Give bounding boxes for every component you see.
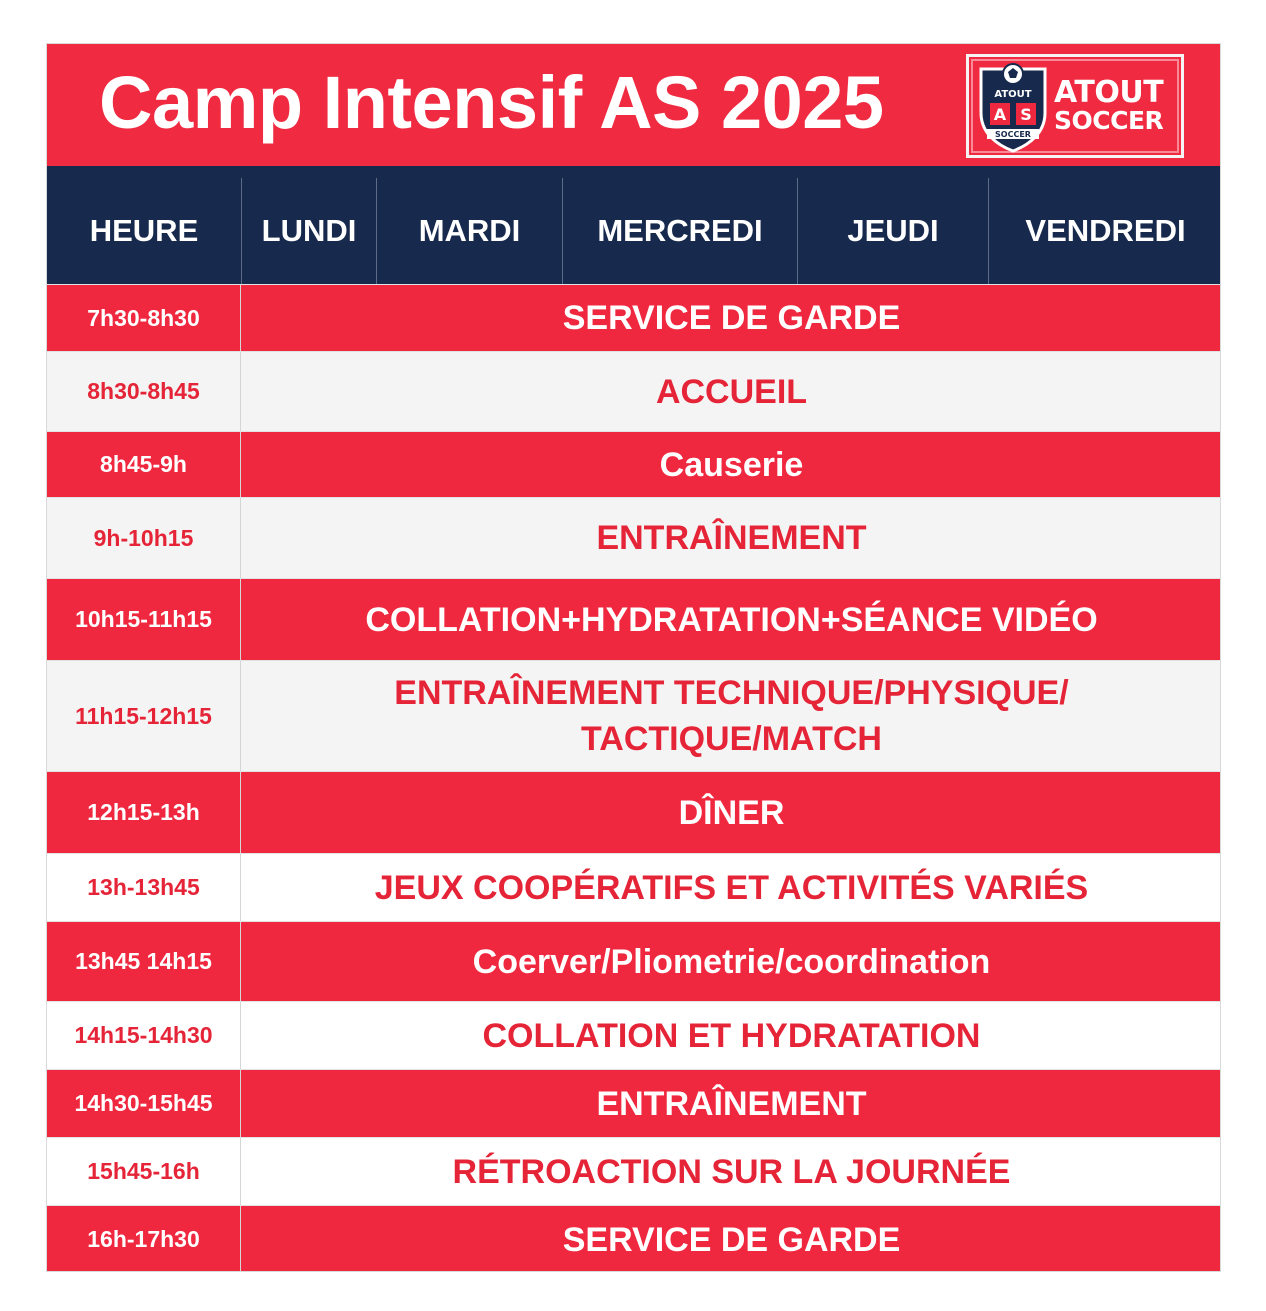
column-header-row	[47, 166, 1221, 284]
activity-cell: Coerver/Pliometrie/coordination	[472, 942, 991, 981]
time-cell: 8h45-9h	[47, 432, 241, 497]
time-cell: 14h15-14h30	[47, 1002, 241, 1069]
schedule-row	[47, 497, 1221, 578]
activity-cell: SERVICE DE GARDE	[562, 299, 901, 337]
activity-cell: ENTRAÎNEMENT TECHNIQUE/PHYSIQUE/ TACTIQUE/MATCH	[394, 674, 1069, 758]
activity-cell: DÎNER	[678, 793, 785, 832]
activity-cell: RÉTROACTION SUR LA JOURNÉE	[452, 1152, 1011, 1191]
activity-cell: ACCUEIL	[655, 372, 808, 411]
crest-shield-icon	[975, 61, 1051, 153]
time-cell: 13h45 14h15	[47, 922, 241, 1001]
atout-soccer-logo	[966, 54, 1184, 158]
schedule-row	[47, 1137, 1221, 1205]
schedule-row	[47, 1069, 1221, 1137]
schedule-row	[47, 578, 1221, 660]
column-header-lundi: LUNDI	[241, 178, 376, 284]
time-cell: 11h15-12h15	[47, 661, 241, 771]
schedule-row	[47, 1001, 1221, 1069]
time-cell: 7h30-8h30	[47, 285, 241, 351]
activity-cell: SERVICE DE GARDE	[562, 1220, 901, 1259]
activity-cell: COLLATION+HYDRATATION+SÉANCE VIDÉO	[365, 600, 1098, 639]
crest-letter-a: A	[993, 105, 1007, 124]
schedule-row	[47, 351, 1221, 431]
activity-cell: Causerie	[659, 445, 804, 484]
column-header-jeudi: JEUDI	[797, 178, 988, 284]
schedule-row	[47, 284, 1221, 351]
crest-top-text: ATOUT	[994, 89, 1032, 100]
time-cell: 16h-17h30	[47, 1206, 241, 1272]
activity-cell: JEUX COOPÉRATIFS ET ACTIVITÉS VARIÉS	[374, 868, 1089, 907]
time-cell: 13h-13h45	[47, 854, 241, 921]
schedule-row	[47, 431, 1221, 497]
time-cell: 14h30-15h45	[47, 1070, 241, 1137]
crest-bottom-text: SOCCER	[995, 130, 1031, 139]
column-header-heure: HEURE	[89, 213, 199, 248]
schedule-row	[47, 921, 1221, 1001]
column-header-mardi: MARDI	[376, 178, 562, 284]
logo-wordmark-soccer: SOCCER	[1054, 106, 1164, 135]
title-banner	[47, 44, 1221, 166]
activity-cell: COLLATION ET HYDRATATION	[482, 1016, 981, 1055]
time-cell: 12h15-13h	[47, 772, 241, 853]
column-header-vendredi: VENDREDI	[988, 178, 1221, 284]
time-cell: 10h15-11h15	[47, 579, 241, 660]
crest-letter-s: S	[1020, 105, 1032, 124]
time-cell: 15h45-16h	[47, 1138, 241, 1205]
schedule-sheet	[46, 43, 1221, 1272]
column-header-mercredi: MERCREDI	[562, 178, 797, 284]
activity-cell: ENTRAÎNEMENT	[596, 519, 867, 557]
time-cell: 8h30-8h45	[47, 352, 241, 431]
schedule-row	[47, 853, 1221, 921]
schedule-row	[47, 1205, 1221, 1272]
time-cell: 9h-10h15	[47, 498, 241, 578]
logo-wordmark-atout: ATOUT	[1054, 75, 1164, 110]
schedule-row	[47, 771, 1221, 853]
activity-cell: ENTRAÎNEMENT	[596, 1084, 867, 1123]
page-title: Camp Intensif AS 2025	[99, 61, 884, 144]
schedule-row	[47, 660, 1221, 771]
